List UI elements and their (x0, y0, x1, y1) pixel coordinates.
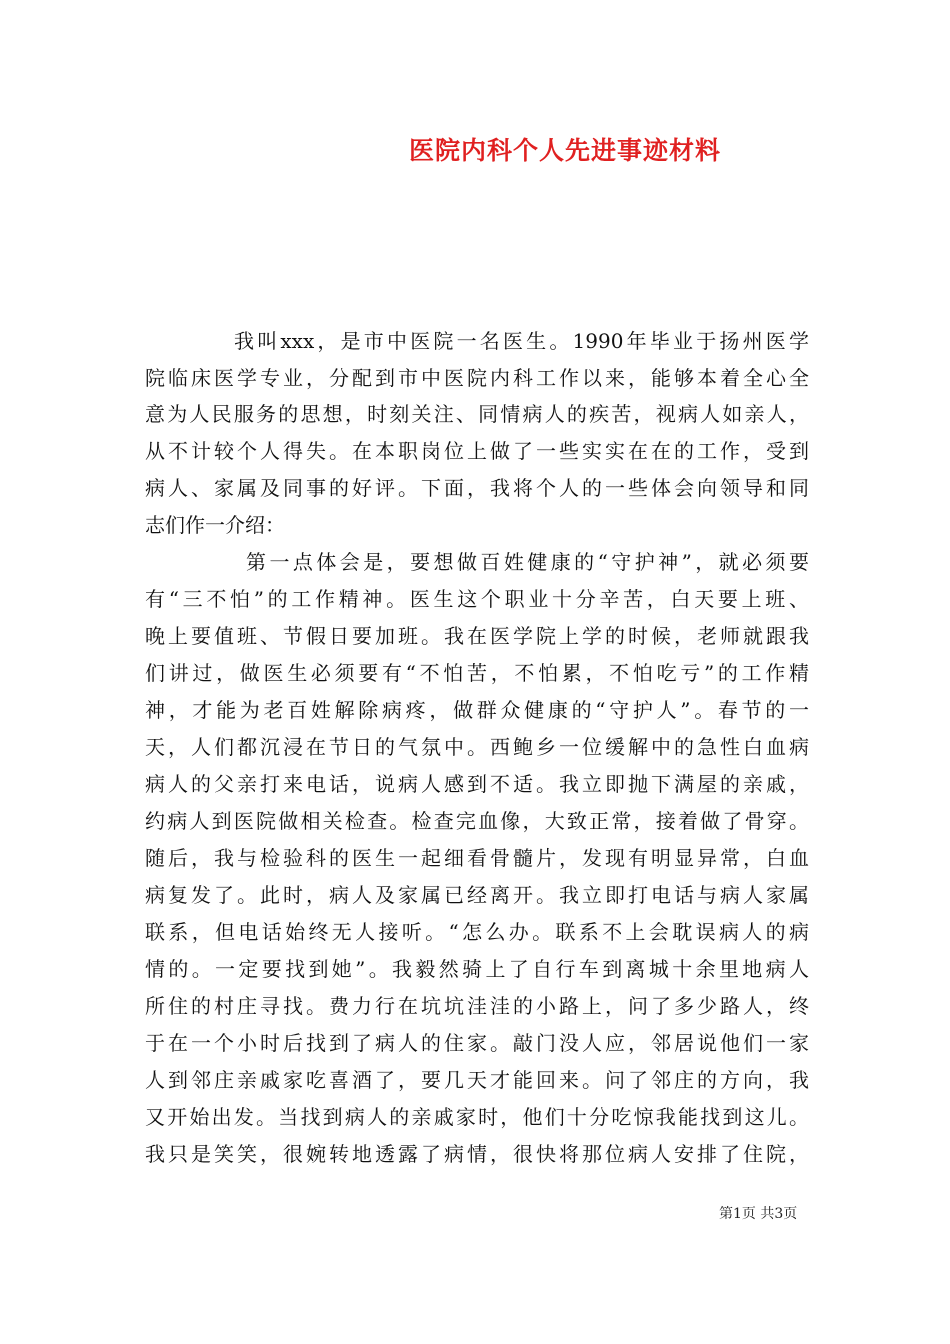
text-line: 我叫xxx，是市中医院一名医生。1990年毕业于扬州医学 (234, 329, 809, 353)
text-line: 病人的父亲打来电话，说病人感到不适。我立即抛下满屋的亲戚， (145, 772, 809, 796)
page-number-footer: 第1页 共3页 (719, 1206, 798, 1222)
text-line: 随后，我与检验科的医生一起细看骨髓片，发现有明显异常，白血 (145, 846, 809, 870)
text-line: 所住的村庄寻找。费力行在坑坑洼洼的小路上，问了多少路人，终 (145, 994, 809, 1018)
text-line: 于在一个小时后找到了病人的住家。敲门没人应，邻居说他们一家 (145, 1031, 809, 1055)
text-line: 联系，但电话始终无人接听。“怎么办。联系不上会耽误病人的病 (145, 920, 809, 944)
text-line: 天，人们都沉浸在节日的气氛中。西鲍乡一位缓解中的急性白血病 (145, 735, 809, 759)
text-line: 我只是笑笑，很婉转地透露了病情，很快将那位病人安排了住院， (145, 1142, 809, 1166)
text-line: 志们作一介绍： (145, 513, 285, 537)
text-line: 病复发了。此时，病人及家属已经离开。我立即打电话与病人家属 (145, 883, 809, 907)
text-line: 神，才能为老百姓解除病疼，做群众健康的“守护人”。春节的一 (145, 698, 809, 722)
text-line: 情的。一定要找到她”。我毅然骑上了自行车到离城十余里地病人 (145, 957, 809, 981)
text-line: 意为人民服务的思想，时刻关注、同情病人的疾苦，视病人如亲人， (145, 402, 809, 426)
text-line: 们讲过，做医生必须要有“不怕苦，不怕累，不怕吃亏”的工作精 (145, 661, 809, 685)
text-line: 约病人到医院做相关检查。检查完血像，大致正常，接着做了骨穿。 (145, 809, 809, 833)
text-line: 病人、家属及同事的好评。下面，我将个人的一些体会向领导和同 (145, 476, 809, 500)
text-line: 又开始出发。当找到病人的亲戚家时，他们十分吃惊我能找到这儿。 (145, 1105, 809, 1129)
text-line: 有“三不怕”的工作精神。医生这个职业十分辛苦，白天要上班、 (145, 587, 809, 611)
text-line: 人到邻庄亲戚家吃喜酒了，要几天才能回来。问了邻庄的方向，我 (145, 1068, 809, 1092)
text-line: 第一点体会是，要想做百姓健康的“守护神”，就必须要 (246, 550, 809, 574)
document-title: 医院内科个人先进事迹材料 (408, 136, 721, 165)
text-line: 晚上要值班、节假日要加班。我在医学院上学的时候，老师就跟我 (145, 624, 809, 648)
text-line: 从不计较个人得失。在本职岗位上做了一些实实在在的工作，受到 (145, 439, 809, 463)
text-line: 院临床医学专业，分配到市中医院内科工作以来，能够本着全心全 (145, 366, 809, 390)
